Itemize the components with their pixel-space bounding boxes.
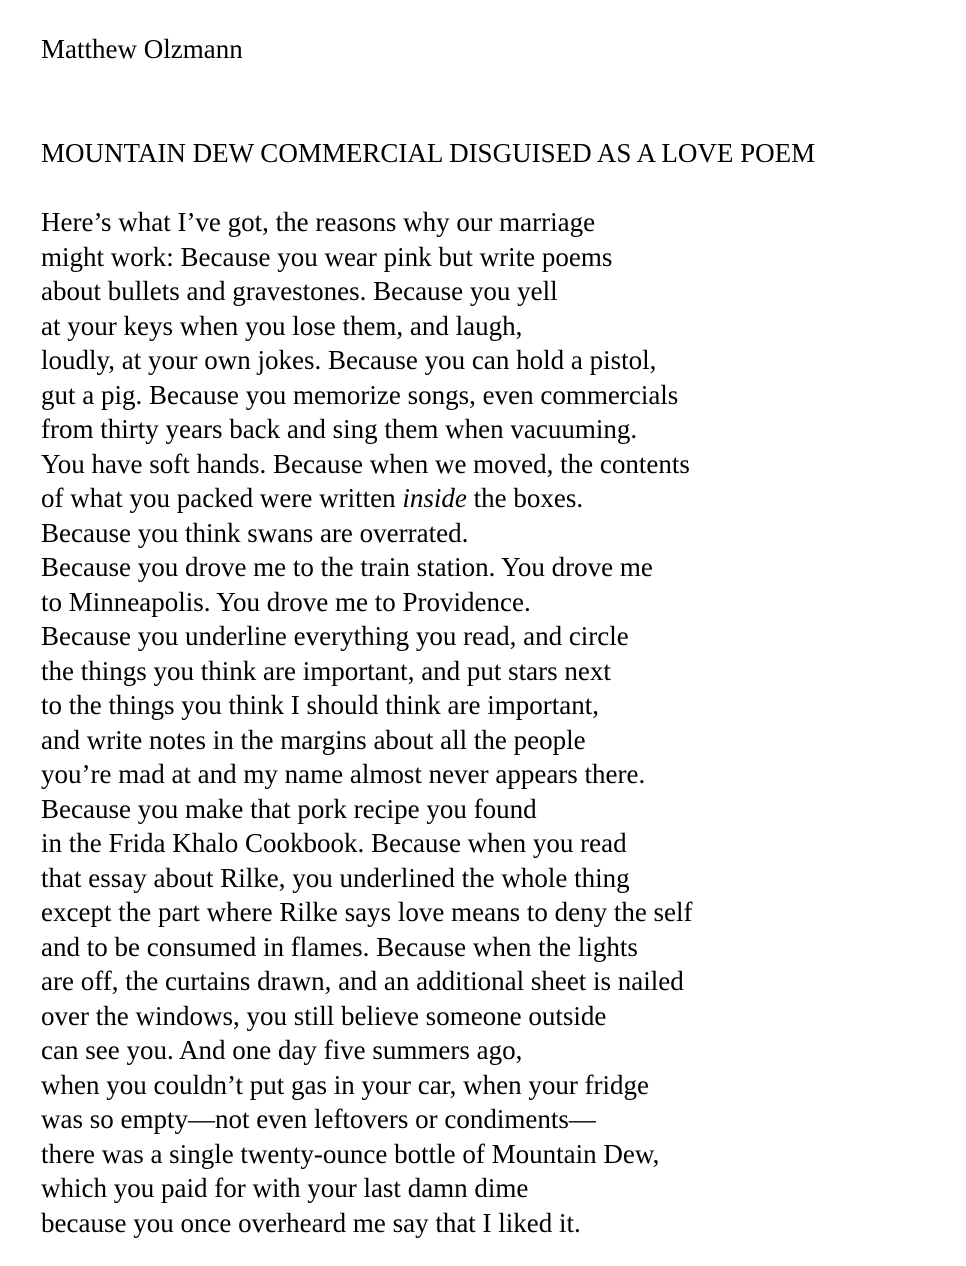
poem-line: Because you underline everything you read, and circle: [41, 621, 629, 651]
poem-line: when you couldn’t put gas in your car, when your fridge: [41, 1069, 650, 1100]
poem-line: Because you drove me to the train station. You drove me: [41, 552, 653, 582]
poem-line: which you paid for with your last damn dime: [41, 1173, 529, 1203]
poem-line: that essay about Rilke, you underlined the whole thing: [41, 862, 630, 893]
poem-line: Here’s what I’ve got, the reasons why our marriage: [41, 207, 596, 237]
poem-line: except the part where Rilke says love means to deny the self: [41, 897, 693, 927]
poem-line: because you once overheard me say that I liked it.: [41, 1207, 581, 1238]
poem-line: there was a single twenty-ounce bottle of Mountain Dew,: [41, 1138, 660, 1169]
poem-title: MOUNTAIN DEW COMMERCIAL DISGUISED AS A LOVE POEM: [41, 138, 816, 168]
poem-line: to Minneapolis. You drove me to Providence.: [41, 586, 531, 617]
poem-line: might work: Because you wear pink but write poems: [41, 241, 613, 272]
poem-line-text: the boxes.: [466, 483, 584, 513]
poem-line: and to be consumed in flames. Because when the lights: [41, 931, 638, 962]
author-name: Matthew Olzmann: [41, 34, 243, 64]
poem-line: you’re mad at and my name almost never appears there.: [41, 759, 646, 789]
poem-line: over the windows, you still believe someone outside: [41, 1000, 607, 1031]
poem-line: can see you. And one day five summers ago,: [41, 1035, 523, 1065]
poem-line: You have soft hands. Because when we moved, the contents: [41, 448, 690, 479]
poem-line: at your keys when you lose them, and laugh,: [41, 310, 523, 341]
poem-line: from thirty years back and sing them when vacuuming.: [41, 414, 638, 444]
poem-line: and write notes in the margins about all the people: [41, 724, 586, 755]
poem-body: [41, 205, 693, 1240]
poem-line: are off, the curtains drawn, and an additional sheet is nailed: [41, 966, 684, 996]
poem-line-text: of what you packed were written: [41, 483, 403, 513]
poem-line: the things you think are important, and put stars next: [41, 655, 611, 686]
poem-line: [41, 481, 693, 516]
poem-line: was so empty—not even leftovers or condiments—: [41, 1104, 596, 1134]
poem-line: to the things you think I should think are important,: [41, 690, 599, 720]
poem-line: gut a pig. Because you memorize songs, even commercials: [41, 379, 679, 410]
poem-line: Because you make that pork recipe you found: [41, 793, 537, 824]
poem-line: Because you think swans are overrated.: [41, 517, 469, 548]
poem-line: loudly, at your own jokes. Because you can hold a pistol,: [41, 345, 657, 375]
poem-line: about bullets and gravestones. Because you yell: [41, 276, 558, 306]
poem-line: in the Frida Khalo Cookbook. Because when you read: [41, 828, 627, 858]
poem-line-italic-word: inside: [402, 483, 467, 513]
